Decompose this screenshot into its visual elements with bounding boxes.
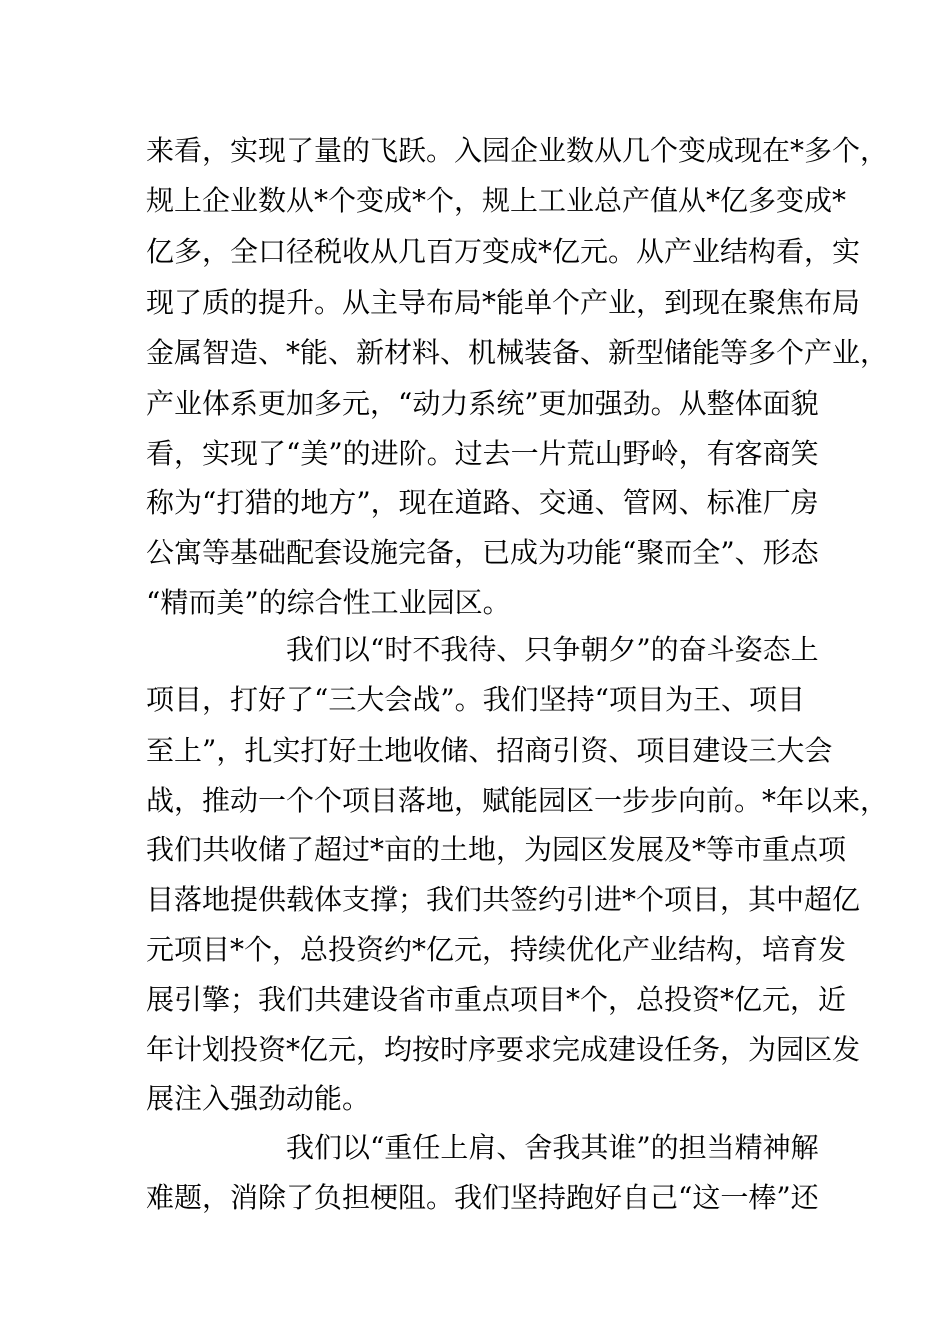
text-line: 年计划投资*亿元，均按时序要求完成建设任务，为园区发 <box>146 1033 861 1066</box>
text-line: 金属智造、*能、新材料、机械装备、新型储能等多个产业， <box>146 336 889 369</box>
text-line: 公寓等基础配套设施完备，已成为功能“聚而全”、形态 <box>146 536 819 569</box>
text-line: 我们共收储了超过*亩的土地，为园区发展及*等市重点项 <box>146 833 847 866</box>
text-line: 称为“打猎的地方”，现在道路、交通、管网、标准厂房 <box>146 486 819 519</box>
text-line: “精而美”的综合性工业园区。 <box>146 586 511 619</box>
text-line: 展引擎；我们共建设省市重点项目*个，总投资*亿元，近 <box>146 983 847 1016</box>
paragraph-start-line: 我们以“时不我待、只争朝夕”的奋斗姿态上 <box>286 633 819 666</box>
paragraph-start-line: 我们以“重任上肩、舍我其谁”的担当精神解 <box>286 1131 819 1164</box>
text-line: 目落地提供载体支撑；我们共签约引进*个项目，其中超亿 <box>146 883 861 916</box>
text-line: 元项目*个，总投资约*亿元，持续优化产业结构，培育发 <box>146 933 847 966</box>
text-line: 产业体系更加多元，“动力系统”更加强劲。从整体面貌 <box>146 387 819 420</box>
text-line: 规上企业数从*个变成*个，规上工业总产值从*亿多变成* <box>146 184 847 217</box>
text-line: 战，推动一个个项目落地，赋能园区一步步向前。*年以来， <box>146 784 889 817</box>
text-line: 看，实现了“美”的进阶。过去一片荒山野岭，有客商笑 <box>146 437 819 470</box>
text-line: 至上”，扎实打好土地收储、招商引资、项目建设三大会 <box>146 734 833 767</box>
text-line: 亿多，全口径税收从几百万变成*亿元。从产业结构看，实 <box>146 235 861 268</box>
text-line: 项目，打好了“三大会战”。我们坚持“项目为王、项目 <box>146 683 805 716</box>
text-line: 来看，实现了量的飞跃。入园企业数从几个变成现在*多个， <box>146 134 889 167</box>
text-line: 展注入强劲动能。 <box>146 1082 371 1115</box>
text-line: 难题，消除了负担梗阻。我们坚持跑好自己“这一棒”还 <box>146 1181 819 1214</box>
text-line: 现了质的提升。从主导布局*能单个产业，到现在聚焦布局 <box>146 286 861 319</box>
